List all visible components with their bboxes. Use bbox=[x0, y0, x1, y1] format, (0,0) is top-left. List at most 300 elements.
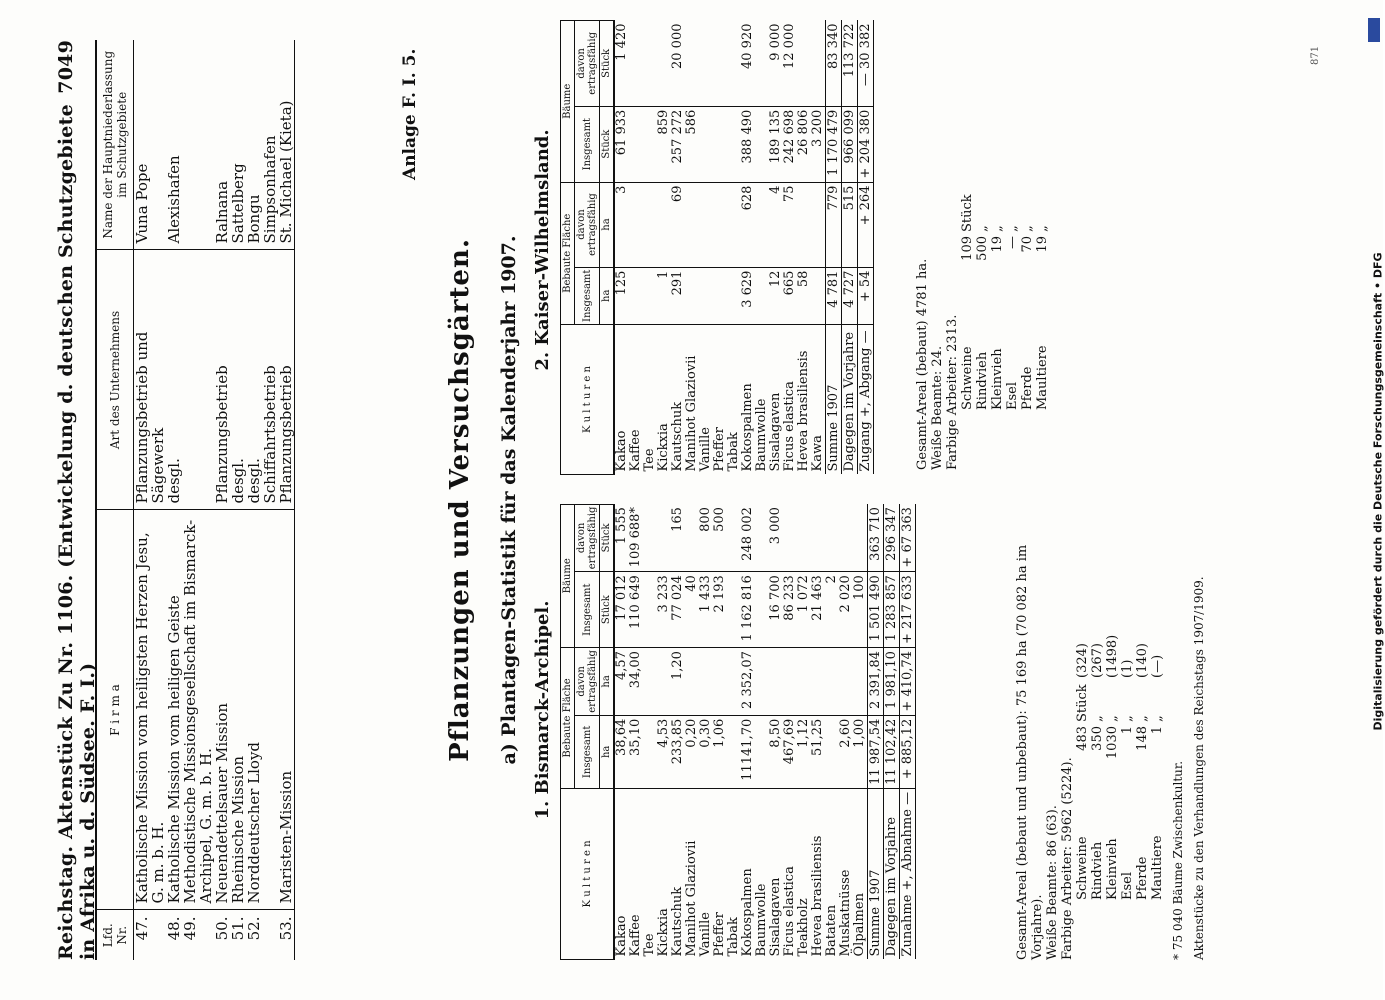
stat-cell bbox=[755, 182, 769, 267]
stat-row bbox=[727, 21, 741, 475]
stat-cell: 2 020 bbox=[839, 572, 853, 648]
livestock-name: Kleinvieh bbox=[1105, 838, 1120, 900]
page-subtitle: a) Plantagen-Statistik für das Kalenderjahr 1907. bbox=[498, 235, 520, 765]
stat-cell bbox=[839, 648, 853, 716]
stat-cell: 77 024 bbox=[671, 572, 685, 648]
unit-stueck: Stück bbox=[600, 572, 615, 648]
culture-name: Baumwolle bbox=[755, 325, 769, 475]
stat-cell bbox=[727, 21, 741, 107]
culture-name: Sisalagaven bbox=[769, 325, 783, 475]
note-line: Farbige Arbeiter: 5962 (5224). bbox=[1060, 757, 1075, 960]
livestock-name: Esel bbox=[1005, 381, 1020, 410]
firm-name: Neuendettelsauer Mission bbox=[214, 510, 230, 910]
stat-cell: 58 bbox=[797, 267, 811, 324]
stat-table-bismarck bbox=[560, 504, 916, 960]
stat-cell: 4 bbox=[769, 182, 783, 267]
livestock-name: Rindvieh bbox=[1090, 841, 1105, 900]
stat-row bbox=[629, 21, 643, 475]
stat-cell bbox=[643, 504, 657, 572]
culture-name: Manihot Glaziovii bbox=[685, 325, 699, 475]
firms-table-body bbox=[134, 40, 295, 960]
livestock-count: — bbox=[1005, 236, 1020, 249]
firm-row bbox=[246, 40, 262, 960]
stat-cell: 1 420 bbox=[614, 21, 629, 107]
stat-row bbox=[685, 21, 699, 475]
stat-cell: 665 bbox=[783, 267, 797, 324]
culture-name: Kokospalmen bbox=[741, 325, 755, 475]
stat-cell: 586 bbox=[685, 106, 699, 182]
stat-cell: 16 700 bbox=[769, 572, 783, 648]
stat-cell: 859 bbox=[657, 106, 671, 182]
running-title: Reichstag. Aktenstück Zu Nr. 1106. (Entwickelung d. deutschen Schutzgebiete in Afrika u. d. Südsee. F. I.) bbox=[55, 104, 99, 960]
stat-cell bbox=[811, 648, 825, 716]
firm-row bbox=[214, 40, 230, 960]
firm-row bbox=[182, 40, 214, 960]
stat-cell: 86 233 bbox=[783, 572, 797, 648]
firm-nr: 47. bbox=[133, 916, 151, 941]
stat-cell: 800 bbox=[699, 504, 713, 572]
section-heading-kaiser: 2. Kaiser-Wilhelmsland. bbox=[532, 129, 553, 371]
culture-name: Kaffee bbox=[629, 325, 643, 475]
stat-row bbox=[657, 504, 671, 959]
livestock-unit: „ bbox=[1035, 225, 1050, 232]
stat-cell: 1 433 bbox=[699, 572, 713, 648]
stat-cell: 100 bbox=[853, 572, 868, 648]
stat-cell: 242 698 bbox=[783, 106, 797, 182]
notes-kaiser bbox=[915, 30, 1050, 470]
stat-zunahme-row bbox=[858, 21, 874, 475]
stat-cell bbox=[797, 182, 811, 267]
total-label: Zugang +, Abgang — bbox=[858, 325, 874, 475]
stat-cell bbox=[685, 182, 699, 267]
stat-cell bbox=[839, 504, 853, 572]
stat-cell: 3 200 bbox=[811, 106, 826, 182]
stat-cell bbox=[713, 182, 727, 267]
livestock-unit: „ bbox=[1105, 715, 1120, 722]
col-header-art: Art des Unternehmens bbox=[96, 250, 134, 510]
livestock-count: 500 bbox=[975, 236, 990, 261]
livestock-prev bbox=[1035, 128, 1050, 188]
unit-ha: ha bbox=[600, 715, 615, 788]
firm-nr: 49. bbox=[181, 916, 199, 941]
stat-row bbox=[741, 504, 755, 959]
total-cell: 1 170 479 bbox=[826, 106, 842, 182]
note-line: Farbige Arbeiter: 2313. bbox=[945, 314, 960, 470]
culture-name: Kakao bbox=[614, 325, 629, 475]
source-note: Aktenstücke zu den Verhandlungen des Reichstags 1907/1909. bbox=[1192, 576, 1206, 960]
stat-cell bbox=[713, 106, 727, 182]
total-cell: 113 722 bbox=[842, 21, 858, 107]
stat-cell bbox=[685, 267, 699, 324]
firm-row bbox=[166, 40, 182, 960]
firm-location: Sattelberg bbox=[230, 40, 246, 250]
col-header-niederlassung: Name der Hauptniederlassung im Schutzgebiete bbox=[96, 40, 134, 250]
total-cell: + 54 bbox=[858, 267, 874, 324]
stat-vorjahr-row bbox=[842, 21, 858, 475]
stat-cell bbox=[643, 572, 657, 648]
stat-cell: 51,25 bbox=[811, 715, 825, 788]
stat-row bbox=[685, 504, 699, 959]
livestock-unit: „ bbox=[1150, 715, 1165, 722]
stat-cell bbox=[727, 648, 741, 716]
stat-cell bbox=[755, 504, 769, 572]
livestock-count: 109 bbox=[960, 236, 975, 261]
stat-cell bbox=[853, 648, 868, 716]
firm-nr: 48. bbox=[165, 916, 183, 941]
stat-cell: 17 012 bbox=[614, 572, 629, 648]
stat-cell: 69 bbox=[671, 182, 685, 267]
firm-name: Maristen-Mission bbox=[278, 510, 295, 910]
dfg-credit-strip bbox=[1368, 10, 1385, 990]
stat-cell: 1,20 bbox=[671, 648, 685, 716]
total-cell: 966 099 bbox=[842, 106, 858, 182]
stat-cell bbox=[755, 572, 769, 648]
livestock-count: 1030 bbox=[1105, 726, 1120, 760]
culture-name: Sisalagaven bbox=[769, 788, 783, 959]
stat-row bbox=[811, 21, 826, 475]
page-number: 7049 bbox=[55, 40, 77, 94]
stat-cell bbox=[713, 267, 727, 324]
stat-cell bbox=[629, 106, 643, 182]
culture-name: Bataten bbox=[825, 788, 839, 959]
stat-cell: 2,60 bbox=[839, 715, 853, 788]
livestock-count: 70 bbox=[1020, 236, 1035, 253]
firm-location: Vuna Pope bbox=[134, 40, 167, 250]
stat-cell: 11141,70 bbox=[741, 715, 755, 788]
firm-name bbox=[262, 510, 278, 910]
total-cell: 1 981,10 bbox=[884, 648, 900, 716]
culture-name: Kickxia bbox=[657, 788, 671, 959]
stat-cell bbox=[643, 267, 657, 324]
total-cell: 515 bbox=[842, 182, 858, 267]
stat-summe-row bbox=[826, 21, 842, 475]
stat-cell: 4,53 bbox=[657, 715, 671, 788]
stat-cell: 3 000 bbox=[769, 504, 783, 572]
stat-row bbox=[825, 504, 839, 959]
stat-cell bbox=[727, 504, 741, 572]
note-line: Gesamt-Areal (bebaut) 4781 ha. bbox=[915, 258, 930, 470]
stat-row bbox=[769, 504, 783, 959]
firm-row bbox=[262, 40, 278, 960]
col-header-insgesamt: Insgesamt bbox=[575, 106, 600, 182]
firm-row bbox=[134, 40, 167, 960]
stat-cell: 110 649 bbox=[629, 572, 643, 648]
firm-name: Katholische Mission vom heiligen Geiste bbox=[166, 510, 182, 910]
stat-cell bbox=[629, 182, 643, 267]
stat-cell: 1 072 bbox=[797, 572, 811, 648]
livestock-name: Rindvieh bbox=[975, 351, 990, 410]
livestock-prev bbox=[1020, 128, 1035, 188]
livestock-name: Kleinvieh bbox=[990, 348, 1005, 410]
firm-name: Norddeutscher Lloyd bbox=[246, 510, 262, 910]
stat-cell bbox=[713, 648, 727, 716]
stat-cell: 165 bbox=[671, 504, 685, 572]
stat-cell bbox=[811, 504, 825, 572]
livestock-unit: „ bbox=[1090, 715, 1105, 722]
stat-cell: 26 806 bbox=[797, 106, 811, 182]
unit-stueck: Stück bbox=[600, 504, 615, 572]
stat-row bbox=[727, 504, 741, 959]
livestock-unit: „ bbox=[975, 225, 990, 232]
culture-name: Ficus elastica bbox=[783, 788, 797, 959]
firm-nr: 52. bbox=[245, 916, 263, 941]
stat-cell: 12 bbox=[769, 267, 783, 324]
col-header-baeume: Bäume bbox=[561, 504, 575, 648]
total-cell: 1 501 490 bbox=[868, 572, 884, 648]
stat-cell bbox=[783, 504, 797, 572]
total-cell: + 217 633 bbox=[900, 572, 916, 648]
stat-row bbox=[797, 21, 811, 475]
stat-cell: 388 490 bbox=[741, 106, 755, 182]
firm-location: Bongu bbox=[246, 40, 262, 250]
culture-name: Tabak bbox=[727, 325, 741, 475]
col-header-kulturen: K u l t u r e n bbox=[561, 788, 615, 959]
page-title: Pflanzungen und Versuchsgärten. bbox=[445, 238, 475, 762]
col-header-ertragsfaehig: davon ertragsfähig bbox=[575, 648, 600, 716]
stat-row bbox=[839, 504, 853, 959]
culture-name: Ölpalmen bbox=[853, 788, 868, 959]
livestock-prev: (—) bbox=[1150, 654, 1165, 678]
culture-name: Hevea brasiliensis bbox=[811, 788, 825, 959]
stat-cell: 248 002 bbox=[741, 504, 755, 572]
total-label: Summe 1907 bbox=[826, 325, 842, 475]
culture-name: Kaffee bbox=[629, 788, 643, 959]
firms-table bbox=[95, 40, 295, 960]
stat-cell bbox=[825, 648, 839, 716]
stat-cell: 233,85 bbox=[671, 715, 685, 788]
firm-name: Katholische Mission vom heiligsten Herzen Jesu, G. m. b. H. bbox=[134, 510, 167, 910]
stat-cell bbox=[755, 106, 769, 182]
stat-row bbox=[629, 504, 643, 959]
note-line: Weiße Beamte: 86 (63). bbox=[1045, 805, 1060, 960]
stat-row bbox=[755, 504, 769, 959]
stat-cell: 2 352,07 bbox=[741, 648, 755, 716]
stat-cell bbox=[643, 21, 657, 107]
stat-cell bbox=[643, 648, 657, 716]
culture-name: Kautschuk bbox=[671, 788, 685, 959]
stat-cell: 628 bbox=[741, 182, 755, 267]
livestock-unit: „ bbox=[1120, 715, 1135, 722]
stat-cell bbox=[699, 648, 713, 716]
stat-cell bbox=[657, 182, 671, 267]
stat-cell: 38,64 bbox=[614, 715, 629, 788]
livestock-count: 19 bbox=[1035, 236, 1050, 253]
stat-cell bbox=[685, 504, 699, 572]
page-footer-number: 871 bbox=[1310, 45, 1321, 65]
firm-nr bbox=[262, 910, 278, 960]
anlage-label: Anlage F. I. 5. bbox=[400, 48, 420, 180]
total-cell: 83 340 bbox=[826, 21, 842, 107]
total-cell: 4 727 bbox=[842, 267, 858, 324]
col-header-ertragsfaehig: davon ertragsfähig bbox=[575, 21, 600, 107]
total-cell: 1 283 857 bbox=[884, 572, 900, 648]
notes-bismarck bbox=[1015, 510, 1207, 960]
firm-location bbox=[182, 40, 214, 250]
stat-cell: 467,69 bbox=[783, 715, 797, 788]
stat-cell bbox=[797, 21, 811, 107]
dfg-credit-text: Digitalisierung gefördert durch die Deutsche Forschungsgemeinschaft • DFG bbox=[1371, 252, 1385, 731]
stat-body-kaiser bbox=[614, 21, 874, 475]
stat-cell: 61 933 bbox=[614, 106, 629, 182]
firm-type: desgl. bbox=[246, 250, 262, 510]
livestock-name: Schweine bbox=[1075, 836, 1090, 900]
livestock-name: Schweine bbox=[960, 346, 975, 410]
culture-name: Kickxia bbox=[657, 325, 671, 475]
stat-row bbox=[657, 21, 671, 475]
stat-cell bbox=[755, 648, 769, 716]
firm-nr: 51. bbox=[229, 916, 247, 941]
stat-cell bbox=[825, 504, 839, 572]
col-header-ertragsfaehig: davon ertragsfähig bbox=[575, 504, 600, 572]
stat-cell: 2 193 bbox=[713, 572, 727, 648]
stat-cell: 257 272 bbox=[671, 106, 685, 182]
stat-row bbox=[713, 21, 727, 475]
livestock-count: 19 bbox=[990, 236, 1005, 253]
col-header-insgesamt: Insgesamt bbox=[575, 267, 600, 324]
stat-row bbox=[713, 504, 727, 959]
stat-cell bbox=[699, 267, 713, 324]
stat-cell bbox=[825, 715, 839, 788]
stat-cell bbox=[811, 21, 826, 107]
livestock-unit: Stück bbox=[960, 194, 975, 232]
stat-cell: 34,00 bbox=[629, 648, 643, 716]
stat-cell: 40 920 bbox=[741, 21, 755, 107]
livestock-prev bbox=[975, 128, 990, 188]
total-cell: 2 391,84 bbox=[868, 648, 884, 716]
stat-cell: 4,57 bbox=[614, 648, 629, 716]
stat-cell bbox=[769, 648, 783, 716]
stat-cell bbox=[727, 182, 741, 267]
stat-cell: 109 688* bbox=[629, 504, 643, 572]
stat-vorjahr-row bbox=[884, 504, 900, 959]
livestock-prev: (140) bbox=[1135, 643, 1150, 678]
firm-type: Schiffahrtsbetrieb bbox=[262, 250, 278, 510]
total-cell: 363 710 bbox=[868, 504, 884, 572]
total-cell: 296 347 bbox=[884, 504, 900, 572]
stat-cell bbox=[643, 106, 657, 182]
stat-cell bbox=[629, 267, 643, 324]
col-header-baeume: Bäume bbox=[561, 21, 575, 183]
stat-row bbox=[699, 21, 713, 475]
stat-cell: 1 162 816 bbox=[741, 572, 755, 648]
stat-cell: 2 bbox=[825, 572, 839, 648]
unit-stueck: Stück bbox=[600, 21, 615, 107]
culture-name: Tee bbox=[643, 788, 657, 959]
livestock-unit: „ bbox=[990, 225, 1005, 232]
stat-cell: 20 000 bbox=[671, 21, 685, 107]
stat-row bbox=[614, 21, 629, 475]
stat-row bbox=[614, 504, 629, 959]
culture-name: Muskatnüsse bbox=[839, 788, 853, 959]
running-header bbox=[55, 40, 99, 960]
livestock-name: Pferde bbox=[1135, 856, 1150, 900]
firm-name: Rheinische Mission bbox=[230, 510, 246, 910]
livestock-prev: (267) bbox=[1090, 643, 1105, 678]
total-cell: 4 781 bbox=[826, 267, 842, 324]
stat-cell bbox=[685, 21, 699, 107]
livestock-name: Pferde bbox=[1020, 366, 1035, 410]
stat-cell bbox=[797, 648, 811, 716]
firm-location: Ralnana bbox=[214, 40, 230, 250]
stat-row bbox=[699, 504, 713, 959]
col-header-kulturen: K u l t u r e n bbox=[561, 325, 615, 475]
stat-cell: 12 000 bbox=[783, 21, 797, 107]
stat-cell bbox=[713, 21, 727, 107]
stat-cell: 40 bbox=[685, 572, 699, 648]
culture-name: Hevea brasiliensis bbox=[797, 325, 811, 475]
culture-name: Kakao bbox=[614, 788, 629, 959]
stat-zunahme-row bbox=[900, 504, 916, 959]
stat-row bbox=[755, 21, 769, 475]
stat-cell: 1,12 bbox=[797, 715, 811, 788]
col-header-flaeche: Bebaute Fläche bbox=[561, 648, 575, 789]
total-cell: 11 987,54 bbox=[868, 715, 884, 788]
stat-cell bbox=[699, 182, 713, 267]
stat-body-bismarck bbox=[614, 504, 916, 959]
stat-row bbox=[671, 504, 685, 959]
stat-cell: 8,50 bbox=[769, 715, 783, 788]
total-cell: + 204 380 bbox=[858, 106, 874, 182]
firm-name: Methodistische Missionsgesellschaft im Bismarck-Archipel, G. m. b. H. bbox=[182, 510, 214, 910]
firm-type bbox=[182, 250, 214, 510]
stat-table-kaiser bbox=[560, 20, 874, 475]
stat-cell: 291 bbox=[671, 267, 685, 324]
firm-location: St. Michael (Kieta) bbox=[278, 40, 295, 250]
livestock-prev bbox=[1005, 128, 1020, 188]
stat-cell bbox=[657, 648, 671, 716]
stat-row bbox=[671, 21, 685, 475]
culture-name: Vanille bbox=[699, 325, 713, 475]
livestock-prev bbox=[990, 128, 1005, 188]
firm-location: Simpsonhafen bbox=[262, 40, 278, 250]
firm-type: Pflanzungsbetrieb bbox=[278, 250, 295, 510]
stat-cell: 3 233 bbox=[657, 572, 671, 648]
stat-cell bbox=[699, 106, 713, 182]
stat-cell bbox=[685, 648, 699, 716]
col-header-nr: Lfd. Nr. bbox=[96, 910, 134, 960]
livestock-unit: Stück bbox=[1075, 684, 1090, 722]
note-line: Weiße Beamte: 24. bbox=[930, 345, 945, 470]
stat-cell bbox=[755, 267, 769, 324]
stat-cell bbox=[657, 504, 671, 572]
total-label: Dagegen im Vorjahre bbox=[884, 788, 900, 959]
stat-cell: 75 bbox=[783, 182, 797, 267]
total-label: Summe 1907 bbox=[868, 788, 884, 959]
livestock-count: 350 bbox=[1090, 726, 1105, 751]
unit-stueck: Stück bbox=[600, 106, 615, 182]
total-cell: + 67 363 bbox=[900, 504, 916, 572]
total-cell: + 410,74 bbox=[900, 648, 916, 716]
culture-name: Kawa bbox=[811, 325, 826, 475]
stat-row bbox=[783, 504, 797, 959]
stat-cell: 3 bbox=[614, 182, 629, 267]
culture-name: Pfeffer bbox=[713, 788, 727, 959]
firm-nr: 50. bbox=[213, 916, 231, 941]
total-cell: + 885,12 bbox=[900, 715, 916, 788]
col-header-firma: F i r m a bbox=[96, 510, 134, 910]
col-header-insgesamt: Insgesamt bbox=[575, 715, 600, 788]
stat-cell bbox=[643, 182, 657, 267]
firm-type: desgl. bbox=[166, 250, 182, 510]
livestock-unit: „ bbox=[1135, 715, 1150, 722]
stat-summe-row bbox=[868, 504, 884, 959]
culture-name: Tabak bbox=[727, 788, 741, 959]
stat-cell bbox=[811, 267, 826, 324]
stat-cell bbox=[727, 572, 741, 648]
stat-row bbox=[853, 504, 868, 959]
stat-cell bbox=[699, 21, 713, 107]
unit-ha: ha bbox=[600, 182, 615, 267]
